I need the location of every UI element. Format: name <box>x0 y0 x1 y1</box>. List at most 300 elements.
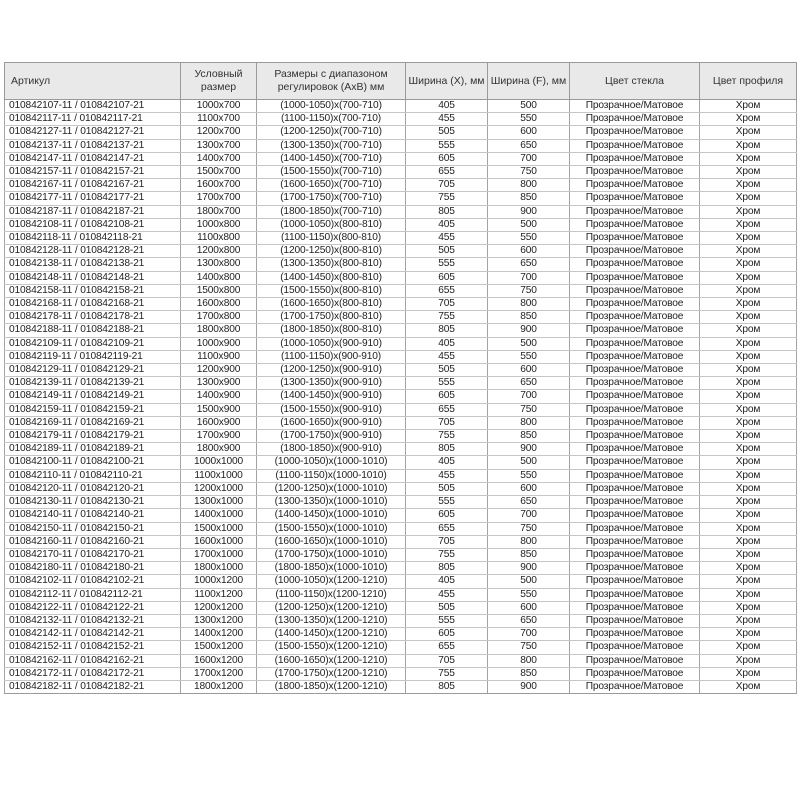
cell-width-x: 555 <box>406 496 488 509</box>
table-row <box>5 139 797 152</box>
cell-width-f: 850 <box>488 311 570 324</box>
cell-adjustment-range: (1200-1250)x(1000-1010) <box>257 482 406 495</box>
table-row <box>5 377 797 390</box>
table-row <box>5 179 797 192</box>
table-row <box>5 601 797 614</box>
cell-article: 010842152-11 / 010842152-21 <box>5 641 181 654</box>
cell-width-f: 750 <box>488 522 570 535</box>
cell-article: 010842159-11 / 010842159-21 <box>5 403 181 416</box>
cell-profile-color: Хром <box>700 232 797 245</box>
cell-profile-color: Хром <box>700 364 797 377</box>
cell-adjustment-range: (1500-1550)x(900-910) <box>257 403 406 416</box>
cell-width-f: 650 <box>488 258 570 271</box>
cell-nominal-size: 1500x700 <box>181 166 257 179</box>
table-row <box>5 284 797 297</box>
cell-profile-color: Хром <box>700 205 797 218</box>
cell-nominal-size: 1200x800 <box>181 245 257 258</box>
cell-profile-color: Хром <box>700 271 797 284</box>
cell-adjustment-range: (1500-1550)x(700-710) <box>257 166 406 179</box>
cell-profile-color: Хром <box>700 548 797 561</box>
cell-width-x: 655 <box>406 641 488 654</box>
cell-profile-color: Хром <box>700 535 797 548</box>
cell-width-f: 550 <box>488 469 570 482</box>
cell-glass-color: Прозрачное/Матовое <box>570 113 700 126</box>
cell-article: 010842170-11 / 010842170-21 <box>5 548 181 561</box>
cell-glass-color: Прозрачное/Матовое <box>570 680 700 693</box>
cell-glass-color: Прозрачное/Матовое <box>570 588 700 601</box>
cell-glass-color: Прозрачное/Матовое <box>570 139 700 152</box>
cell-profile-color: Хром <box>700 100 797 113</box>
cell-profile-color: Хром <box>700 562 797 575</box>
cell-width-x: 655 <box>406 522 488 535</box>
cell-width-x: 455 <box>406 469 488 482</box>
table-row <box>5 575 797 588</box>
cell-profile-color: Хром <box>700 403 797 416</box>
cell-article: 010842108-11 / 010842108-21 <box>5 218 181 231</box>
cell-profile-color: Хром <box>700 350 797 363</box>
cell-width-x: 505 <box>406 482 488 495</box>
cell-width-f: 600 <box>488 126 570 139</box>
cell-profile-color: Хром <box>700 337 797 350</box>
cell-nominal-size: 1600x1000 <box>181 535 257 548</box>
cell-width-f: 700 <box>488 628 570 641</box>
cell-glass-color: Прозрачное/Матовое <box>570 548 700 561</box>
cell-nominal-size: 1600x900 <box>181 416 257 429</box>
cell-width-f: 600 <box>488 245 570 258</box>
cell-article: 010842102-11 / 010842102-21 <box>5 575 181 588</box>
cell-article: 010842107-11 / 010842107-21 <box>5 100 181 113</box>
cell-profile-color: Хром <box>700 245 797 258</box>
cell-width-x: 805 <box>406 680 488 693</box>
cell-profile-color: Хром <box>700 614 797 627</box>
cell-adjustment-range: (1200-1250)x(700-710) <box>257 126 406 139</box>
cell-article: 010842138-11 / 010842138-21 <box>5 258 181 271</box>
table-row <box>5 654 797 667</box>
cell-width-f: 650 <box>488 139 570 152</box>
cell-profile-color: Хром <box>700 456 797 469</box>
cell-adjustment-range: (1000-1050)x(1000-1010) <box>257 456 406 469</box>
cell-glass-color: Прозрачное/Матовое <box>570 443 700 456</box>
cell-adjustment-range: (1800-1850)x(800-810) <box>257 324 406 337</box>
cell-width-f: 800 <box>488 654 570 667</box>
cell-width-f: 750 <box>488 284 570 297</box>
cell-article: 010842112-11 / 010842112-21 <box>5 588 181 601</box>
cell-article: 010842100-11 / 010842100-21 <box>5 456 181 469</box>
cell-glass-color: Прозрачное/Матовое <box>570 575 700 588</box>
cell-adjustment-range: (1800-1850)x(1200-1210) <box>257 680 406 693</box>
cell-article: 010842187-11 / 010842187-21 <box>5 205 181 218</box>
cell-profile-color: Хром <box>700 680 797 693</box>
cell-width-x: 605 <box>406 390 488 403</box>
cell-width-f: 700 <box>488 152 570 165</box>
cell-profile-color: Хром <box>700 139 797 152</box>
cell-glass-color: Прозрачное/Матовое <box>570 482 700 495</box>
cell-glass-color: Прозрачное/Матовое <box>570 364 700 377</box>
cell-article: 010842117-11 / 010842117-21 <box>5 113 181 126</box>
cell-width-x: 505 <box>406 364 488 377</box>
cell-adjustment-range: (1000-1050)x(1200-1210) <box>257 575 406 588</box>
cell-adjustment-range: (1400-1450)x(1000-1010) <box>257 509 406 522</box>
cell-width-x: 755 <box>406 311 488 324</box>
cell-glass-color: Прозрачное/Матовое <box>570 298 700 311</box>
cell-article: 010842189-11 / 010842189-21 <box>5 443 181 456</box>
table-body <box>5 100 797 694</box>
cell-profile-color: Хром <box>700 192 797 205</box>
table-row <box>5 152 797 165</box>
cell-width-f: 600 <box>488 601 570 614</box>
cell-width-f: 500 <box>488 456 570 469</box>
table-row <box>5 166 797 179</box>
cell-width-x: 505 <box>406 245 488 258</box>
cell-width-x: 555 <box>406 377 488 390</box>
cell-adjustment-range: (1200-1250)x(1200-1210) <box>257 601 406 614</box>
cell-width-f: 900 <box>488 562 570 575</box>
cell-adjustment-range: (1200-1250)x(800-810) <box>257 245 406 258</box>
table-row <box>5 205 797 218</box>
cell-adjustment-range: (1600-1650)x(1000-1010) <box>257 535 406 548</box>
cell-glass-color: Прозрачное/Матовое <box>570 469 700 482</box>
cell-nominal-size: 1500x1200 <box>181 641 257 654</box>
spec-table <box>4 62 797 694</box>
cell-width-f: 900 <box>488 324 570 337</box>
cell-profile-color: Хром <box>700 166 797 179</box>
cell-width-f: 600 <box>488 482 570 495</box>
cell-width-x: 755 <box>406 548 488 561</box>
cell-article: 010842188-11 / 010842188-21 <box>5 324 181 337</box>
table-row <box>5 245 797 258</box>
cell-glass-color: Прозрачное/Матовое <box>570 152 700 165</box>
header-glass-color: Цвет стекла <box>570 63 700 100</box>
cell-nominal-size: 1200x900 <box>181 364 257 377</box>
cell-glass-color: Прозрачное/Матовое <box>570 390 700 403</box>
cell-article: 010842148-11 / 010842148-21 <box>5 271 181 284</box>
cell-width-x: 755 <box>406 667 488 680</box>
cell-article: 010842180-11 / 010842180-21 <box>5 562 181 575</box>
header-width-f: Ширина (F), мм <box>488 63 570 100</box>
cell-glass-color: Прозрачное/Матовое <box>570 377 700 390</box>
cell-width-x: 405 <box>406 337 488 350</box>
cell-nominal-size: 1400x900 <box>181 390 257 403</box>
cell-profile-color: Хром <box>700 509 797 522</box>
table-row <box>5 403 797 416</box>
cell-profile-color: Хром <box>700 654 797 667</box>
cell-article: 010842119-11 / 010842119-21 <box>5 350 181 363</box>
cell-width-f: 500 <box>488 218 570 231</box>
table-row <box>5 588 797 601</box>
cell-width-f: 800 <box>488 298 570 311</box>
cell-article: 010842127-11 / 010842127-21 <box>5 126 181 139</box>
table-row <box>5 522 797 535</box>
cell-adjustment-range: (1700-1750)x(700-710) <box>257 192 406 205</box>
cell-adjustment-range: (1600-1650)x(700-710) <box>257 179 406 192</box>
cell-article: 010842147-11 / 010842147-21 <box>5 152 181 165</box>
cell-nominal-size: 1400x1200 <box>181 628 257 641</box>
table-row <box>5 324 797 337</box>
cell-nominal-size: 1500x1000 <box>181 522 257 535</box>
cell-glass-color: Прозрачное/Матовое <box>570 232 700 245</box>
cell-width-x: 705 <box>406 654 488 667</box>
cell-adjustment-range: (1500-1550)x(1200-1210) <box>257 641 406 654</box>
cell-glass-color: Прозрачное/Матовое <box>570 562 700 575</box>
cell-width-f: 600 <box>488 364 570 377</box>
cell-article: 010842120-11 / 010842120-21 <box>5 482 181 495</box>
cell-nominal-size: 1700x1000 <box>181 548 257 561</box>
table-row <box>5 258 797 271</box>
cell-adjustment-range: (1300-1350)x(800-810) <box>257 258 406 271</box>
cell-article: 010842140-11 / 010842140-21 <box>5 509 181 522</box>
cell-profile-color: Хром <box>700 641 797 654</box>
cell-width-x: 455 <box>406 350 488 363</box>
cell-adjustment-range: (1800-1850)x(900-910) <box>257 443 406 456</box>
table-row <box>5 390 797 403</box>
cell-width-f: 700 <box>488 271 570 284</box>
cell-glass-color: Прозрачное/Матовое <box>570 628 700 641</box>
cell-adjustment-range: (1300-1350)x(900-910) <box>257 377 406 390</box>
cell-width-x: 705 <box>406 298 488 311</box>
cell-width-x: 705 <box>406 535 488 548</box>
cell-glass-color: Прозрачное/Матовое <box>570 601 700 614</box>
header-article: Артикул <box>5 63 181 100</box>
cell-width-f: 800 <box>488 535 570 548</box>
cell-glass-color: Прозрачное/Матовое <box>570 100 700 113</box>
table-row <box>5 469 797 482</box>
cell-nominal-size: 1200x1200 <box>181 601 257 614</box>
table-row <box>5 232 797 245</box>
cell-glass-color: Прозрачное/Матовое <box>570 535 700 548</box>
table-row <box>5 496 797 509</box>
header-adjustment-range: Размеры с диапазоном регулировок (AxB) мм <box>257 63 406 100</box>
cell-nominal-size: 1100x1200 <box>181 588 257 601</box>
cell-width-x: 555 <box>406 258 488 271</box>
cell-profile-color: Хром <box>700 430 797 443</box>
table-row <box>5 113 797 126</box>
cell-profile-color: Хром <box>700 496 797 509</box>
table-header-row <box>5 63 797 100</box>
cell-profile-color: Хром <box>700 469 797 482</box>
cell-width-x: 455 <box>406 588 488 601</box>
cell-nominal-size: 1300x900 <box>181 377 257 390</box>
cell-width-x: 755 <box>406 192 488 205</box>
cell-width-f: 500 <box>488 337 570 350</box>
cell-width-x: 405 <box>406 575 488 588</box>
cell-nominal-size: 1800x900 <box>181 443 257 456</box>
cell-profile-color: Хром <box>700 601 797 614</box>
cell-nominal-size: 1400x1000 <box>181 509 257 522</box>
cell-glass-color: Прозрачное/Матовое <box>570 126 700 139</box>
cell-article: 010842169-11 / 010842169-21 <box>5 416 181 429</box>
cell-width-x: 505 <box>406 601 488 614</box>
cell-width-x: 405 <box>406 100 488 113</box>
cell-nominal-size: 1200x1000 <box>181 482 257 495</box>
cell-nominal-size: 1000x700 <box>181 100 257 113</box>
cell-adjustment-range: (1600-1650)x(1200-1210) <box>257 654 406 667</box>
cell-nominal-size: 1100x900 <box>181 350 257 363</box>
cell-width-f: 850 <box>488 430 570 443</box>
cell-article: 010842150-11 / 010842150-21 <box>5 522 181 535</box>
cell-profile-color: Хром <box>700 113 797 126</box>
cell-article: 010842129-11 / 010842129-21 <box>5 364 181 377</box>
header-profile-color: Цвет профиля <box>700 63 797 100</box>
cell-width-x: 605 <box>406 628 488 641</box>
cell-adjustment-range: (1300-1350)x(700-710) <box>257 139 406 152</box>
cell-width-x: 705 <box>406 416 488 429</box>
cell-width-f: 750 <box>488 641 570 654</box>
cell-width-x: 805 <box>406 205 488 218</box>
table-row <box>5 535 797 548</box>
cell-width-x: 655 <box>406 166 488 179</box>
cell-glass-color: Прозрачное/Матовое <box>570 416 700 429</box>
cell-adjustment-range: (1000-1050)x(900-910) <box>257 337 406 350</box>
cell-width-x: 805 <box>406 562 488 575</box>
cell-glass-color: Прозрачное/Матовое <box>570 522 700 535</box>
cell-nominal-size: 1000x900 <box>181 337 257 350</box>
cell-nominal-size: 1500x800 <box>181 284 257 297</box>
cell-adjustment-range: (1000-1050)x(800-810) <box>257 218 406 231</box>
table-row <box>5 614 797 627</box>
cell-profile-color: Хром <box>700 588 797 601</box>
cell-glass-color: Прозрачное/Матовое <box>570 192 700 205</box>
table-row <box>5 548 797 561</box>
table-row <box>5 364 797 377</box>
table-row <box>5 126 797 139</box>
table-row <box>5 641 797 654</box>
cell-nominal-size: 1400x800 <box>181 271 257 284</box>
cell-width-x: 405 <box>406 456 488 469</box>
cell-glass-color: Прозрачное/Матовое <box>570 667 700 680</box>
cell-glass-color: Прозрачное/Матовое <box>570 456 700 469</box>
header-nominal-size: Условный размер <box>181 63 257 100</box>
cell-profile-color: Хром <box>700 522 797 535</box>
cell-article: 010842167-11 / 010842167-21 <box>5 179 181 192</box>
cell-nominal-size: 1000x800 <box>181 218 257 231</box>
table-row <box>5 430 797 443</box>
cell-adjustment-range: (1200-1250)x(900-910) <box>257 364 406 377</box>
cell-profile-color: Хром <box>700 284 797 297</box>
cell-article: 010842128-11 / 010842128-21 <box>5 245 181 258</box>
cell-width-f: 700 <box>488 509 570 522</box>
cell-profile-color: Хром <box>700 575 797 588</box>
cell-width-x: 555 <box>406 139 488 152</box>
cell-glass-color: Прозрачное/Матовое <box>570 166 700 179</box>
cell-article: 010842130-11 / 010842130-21 <box>5 496 181 509</box>
cell-nominal-size: 1000x1200 <box>181 575 257 588</box>
cell-adjustment-range: (1300-1350)x(1000-1010) <box>257 496 406 509</box>
table-row <box>5 311 797 324</box>
cell-nominal-size: 1800x1200 <box>181 680 257 693</box>
cell-adjustment-range: (1800-1850)x(1000-1010) <box>257 562 406 575</box>
spec-table-container <box>4 62 796 694</box>
cell-glass-color: Прозрачное/Матовое <box>570 284 700 297</box>
cell-nominal-size: 1600x1200 <box>181 654 257 667</box>
cell-article: 010842109-11 / 010842109-21 <box>5 337 181 350</box>
table-row <box>5 218 797 231</box>
cell-glass-color: Прозрачное/Матовое <box>570 496 700 509</box>
cell-nominal-size: 1700x800 <box>181 311 257 324</box>
cell-glass-color: Прозрачное/Матовое <box>570 245 700 258</box>
cell-profile-color: Хром <box>700 324 797 337</box>
cell-width-x: 605 <box>406 152 488 165</box>
cell-nominal-size: 1500x900 <box>181 403 257 416</box>
cell-width-f: 500 <box>488 575 570 588</box>
cell-profile-color: Хром <box>700 179 797 192</box>
cell-nominal-size: 1200x700 <box>181 126 257 139</box>
cell-profile-color: Хром <box>700 390 797 403</box>
cell-width-f: 900 <box>488 443 570 456</box>
cell-width-f: 500 <box>488 100 570 113</box>
cell-nominal-size: 1300x1000 <box>181 496 257 509</box>
cell-adjustment-range: (1700-1750)x(1000-1010) <box>257 548 406 561</box>
cell-nominal-size: 1300x700 <box>181 139 257 152</box>
cell-nominal-size: 1800x700 <box>181 205 257 218</box>
cell-nominal-size: 1100x800 <box>181 232 257 245</box>
cell-profile-color: Хром <box>700 218 797 231</box>
cell-width-f: 850 <box>488 548 570 561</box>
cell-adjustment-range: (1700-1750)x(1200-1210) <box>257 667 406 680</box>
cell-adjustment-range: (1100-1150)x(800-810) <box>257 232 406 245</box>
cell-width-f: 550 <box>488 113 570 126</box>
cell-profile-color: Хром <box>700 258 797 271</box>
cell-adjustment-range: (1100-1150)x(700-710) <box>257 113 406 126</box>
table-row <box>5 350 797 363</box>
cell-adjustment-range: (1100-1150)x(1000-1010) <box>257 469 406 482</box>
cell-nominal-size: 1100x700 <box>181 113 257 126</box>
cell-width-x: 755 <box>406 430 488 443</box>
cell-width-x: 655 <box>406 403 488 416</box>
cell-glass-color: Прозрачное/Матовое <box>570 509 700 522</box>
cell-profile-color: Хром <box>700 377 797 390</box>
cell-article: 010842157-11 / 010842157-21 <box>5 166 181 179</box>
cell-adjustment-range: (1000-1050)x(700-710) <box>257 100 406 113</box>
cell-width-x: 605 <box>406 509 488 522</box>
cell-glass-color: Прозрачное/Матовое <box>570 311 700 324</box>
cell-article: 010842149-11 / 010842149-21 <box>5 390 181 403</box>
cell-width-f: 550 <box>488 588 570 601</box>
cell-glass-color: Прозрачное/Матовое <box>570 403 700 416</box>
cell-width-x: 705 <box>406 179 488 192</box>
cell-article: 010842172-11 / 010842172-21 <box>5 667 181 680</box>
cell-profile-color: Хром <box>700 311 797 324</box>
cell-nominal-size: 1800x1000 <box>181 562 257 575</box>
cell-glass-color: Прозрачное/Матовое <box>570 641 700 654</box>
cell-width-x: 555 <box>406 614 488 627</box>
table-row <box>5 443 797 456</box>
table-row <box>5 628 797 641</box>
table-row <box>5 482 797 495</box>
table-row <box>5 100 797 113</box>
cell-nominal-size: 1600x700 <box>181 179 257 192</box>
cell-adjustment-range: (1800-1850)x(700-710) <box>257 205 406 218</box>
cell-nominal-size: 1700x700 <box>181 192 257 205</box>
cell-glass-color: Прозрачное/Матовое <box>570 350 700 363</box>
cell-article: 010842139-11 / 010842139-21 <box>5 377 181 390</box>
cell-width-f: 750 <box>488 403 570 416</box>
cell-width-x: 805 <box>406 324 488 337</box>
cell-adjustment-range: (1600-1650)x(800-810) <box>257 298 406 311</box>
cell-width-f: 800 <box>488 179 570 192</box>
table-row <box>5 509 797 522</box>
cell-width-x: 605 <box>406 271 488 284</box>
cell-nominal-size: 1600x800 <box>181 298 257 311</box>
cell-adjustment-range: (1700-1750)x(900-910) <box>257 430 406 443</box>
cell-width-x: 455 <box>406 113 488 126</box>
cell-adjustment-range: (1500-1550)x(1000-1010) <box>257 522 406 535</box>
cell-nominal-size: 1300x1200 <box>181 614 257 627</box>
table-row <box>5 680 797 693</box>
cell-glass-color: Прозрачное/Матовое <box>570 218 700 231</box>
cell-article: 010842177-11 / 010842177-21 <box>5 192 181 205</box>
table-row <box>5 562 797 575</box>
table-row <box>5 667 797 680</box>
